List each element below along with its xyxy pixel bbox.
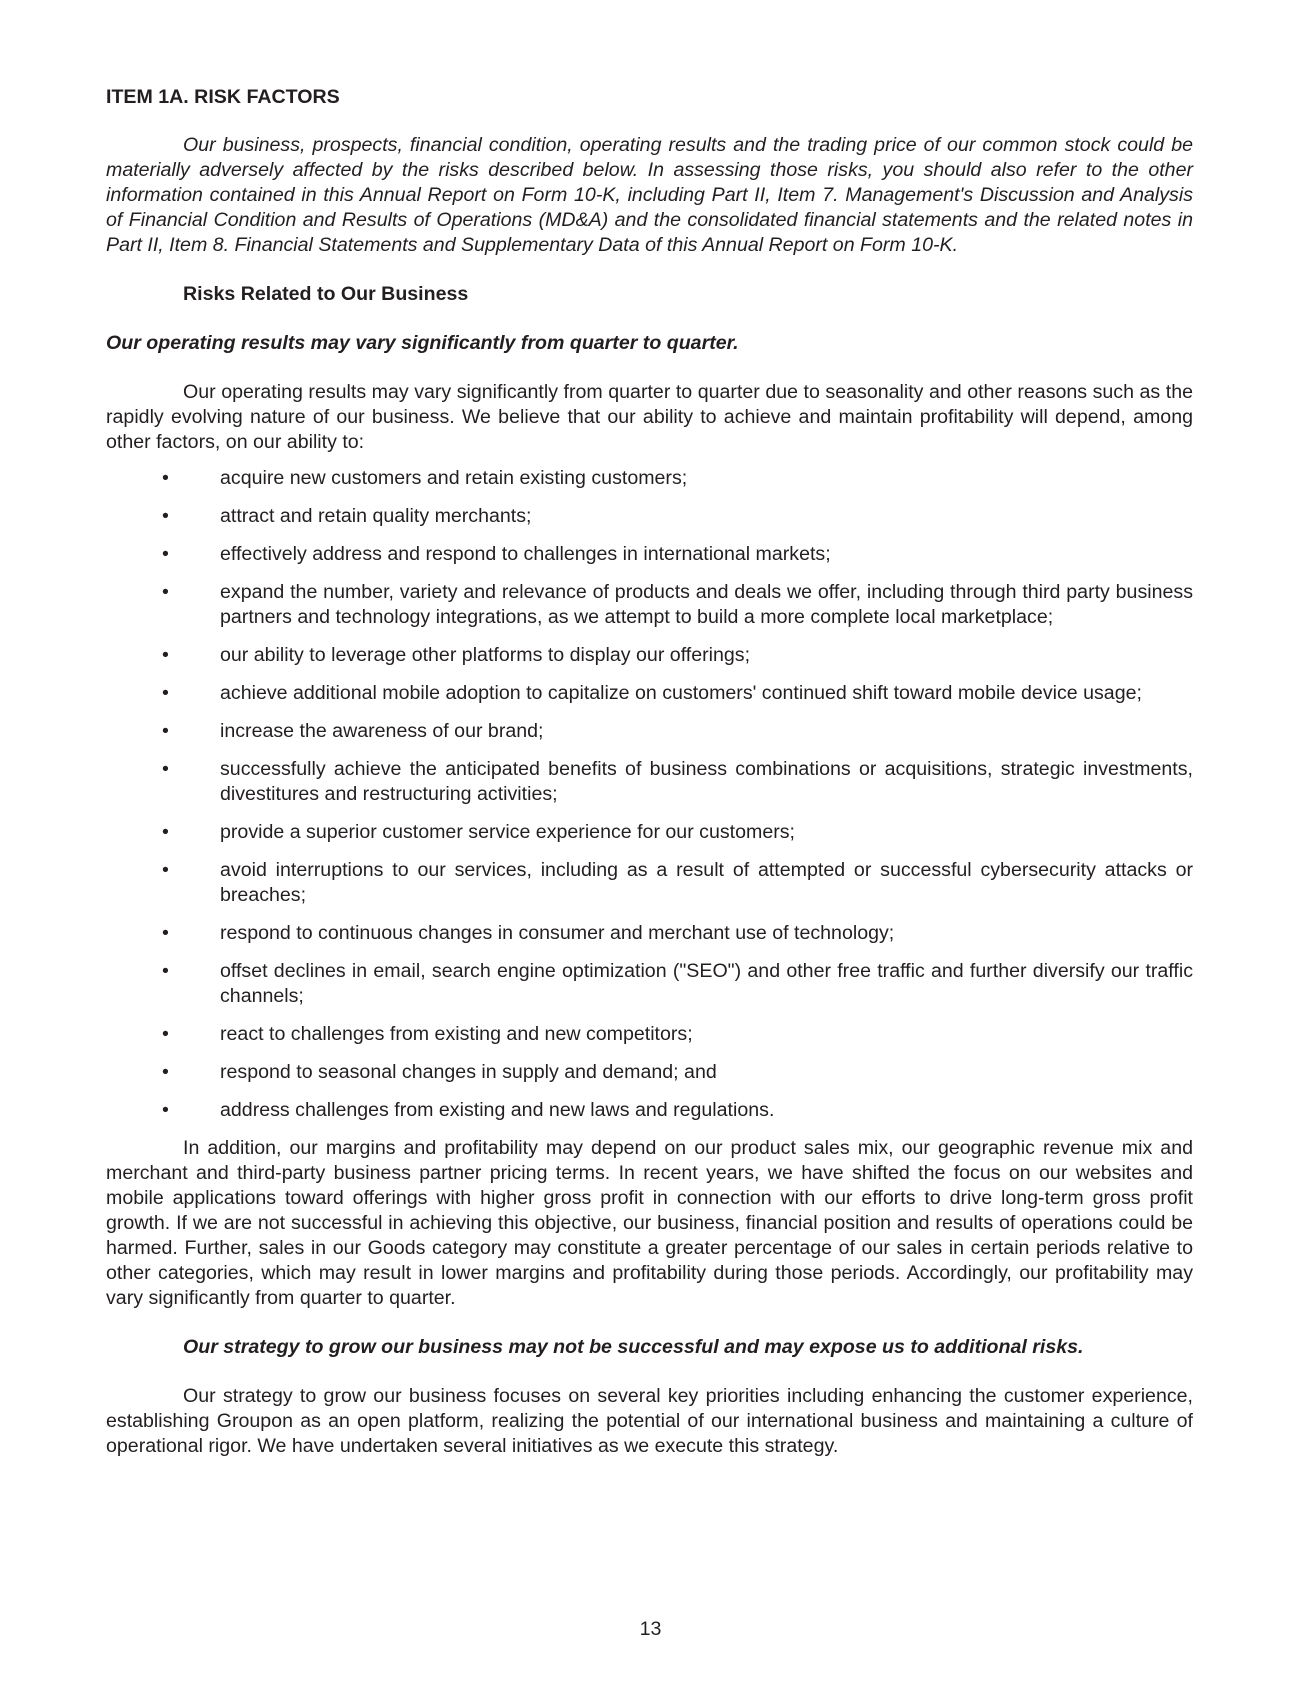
ability-bullet-list (106, 466, 1193, 1123)
bullet-icon: • (162, 581, 169, 603)
risk2-paragraph-1: Our strategy to grow our business focuses on several key priorities including enhancing the customer experience, establishing Groupon as an open platform, realizing the potential of our international business and maintaining a culture of operational rigor. We have undertaken several initiatives as we execute this strategy. (106, 1385, 1193, 1457)
list-item: • successfully achieve the anticipated benefits of business combinations or acquisitions, strategic investments, divestitures and restructuring activities; (162, 758, 1193, 805)
list-item: • react to challenges from existing and new competitors; (162, 1023, 693, 1045)
risk-title-operating-results: Our operating results may vary significantly from quarter to quarter. (106, 332, 739, 354)
bullet-icon: • (162, 505, 169, 527)
list-item: • address challenges from existing and new laws and regulations. (162, 1099, 775, 1121)
bullet-icon: • (162, 543, 169, 565)
list-item: • avoid interruptions to our services, including as a result of attempted or successful cybersecurity attacks or breaches; (162, 859, 1193, 906)
bullet-icon: • (162, 859, 169, 881)
bullet-icon: • (162, 821, 169, 843)
list-item: • respond to continuous changes in consumer and merchant use of technology; (162, 922, 895, 944)
list-item: • offset declines in email, search engine optimization ("SEO") and other free traffic and further diversify our traffic channels; (162, 960, 1193, 1007)
bullet-icon: • (162, 644, 169, 666)
list-item: • achieve additional mobile adoption to capitalize on customers' continued shift toward mobile device usage; (162, 682, 1142, 704)
list-item: • effectively address and respond to challenges in international markets; (162, 543, 831, 565)
list-item: • attract and retain quality merchants; (162, 505, 532, 527)
list-item: • respond to seasonal changes in supply and demand; and (162, 1061, 717, 1083)
document-page (106, 85, 1193, 1459)
risk1-paragraph-1: Our operating results may vary significantly from quarter to quarter due to seasonality and other reasons such as the rapidly evolving nature of our business. We believe that our ability to achieve and maintain profitability will depend, among other factors, on our ability to: (106, 381, 1193, 453)
bullet-icon: • (162, 467, 169, 489)
risk1-paragraph-2: In addition, our margins and profitability may depend on our product sales mix, our geographic revenue mix and merchant and third-party business partner pricing terms. In recent years, we have shifted the focus on our websites and mobile applications toward offerings with higher gross profit in connection with our efforts to drive long-term gross profit growth. If we are not successful in achieving this objective, our business, financial position and results of operations could be harmed. Further, sales in our Goods category may constitute a greater percentage of our sales in certain periods relative to other categories, which may result in lower margins and profitability during those periods. Accordingly, our profitability may vary significantly from quarter to quarter. (106, 1137, 1193, 1309)
bullet-icon: • (162, 1099, 169, 1121)
list-item: • increase the awareness of our brand; (162, 720, 544, 742)
bullet-icon: • (162, 1023, 169, 1045)
bullet-icon: • (162, 682, 169, 704)
subsection-heading: Risks Related to Our Business (183, 283, 469, 305)
list-item: • our ability to leverage other platforms to display our offerings; (162, 644, 751, 666)
list-item: • expand the number, variety and relevance of products and deals we offer, including through third party business partners and technology integrations, as we attempt to build a more complete local marketplace; (162, 581, 1193, 628)
list-item: • acquire new customers and retain existing customers; (162, 467, 688, 489)
section-heading: ITEM 1A. RISK FACTORS (106, 86, 340, 108)
intro-paragraph: Our business, prospects, financial condition, operating results and the trading price of our common stock could be materially adversely affected by the risks described below. In assessing those risks, you should also refer to the other information contained in this Annual Report on Form 10-K, including Part II, Item 7. Management's Discussion and Analysis of Financial Condition and Results of Operations (MD&A) and the consolidated financial statements and the related notes in Part II, Item 8. Financial Statements and Supplementary Data of this Annual Report on Form 10-K. (106, 134, 1193, 256)
bullet-icon: • (162, 960, 169, 982)
page-number: 13 (639, 1618, 662, 1640)
bullet-icon: • (162, 1061, 169, 1083)
risk-title-growth-strategy: Our strategy to grow our business may not be successful and may expose us to additional risks. (183, 1336, 1084, 1358)
bullet-icon: • (162, 720, 169, 742)
bullet-icon: • (162, 758, 169, 780)
bullet-icon: • (162, 922, 169, 944)
list-item: • provide a superior customer service experience for our customers; (162, 821, 795, 843)
